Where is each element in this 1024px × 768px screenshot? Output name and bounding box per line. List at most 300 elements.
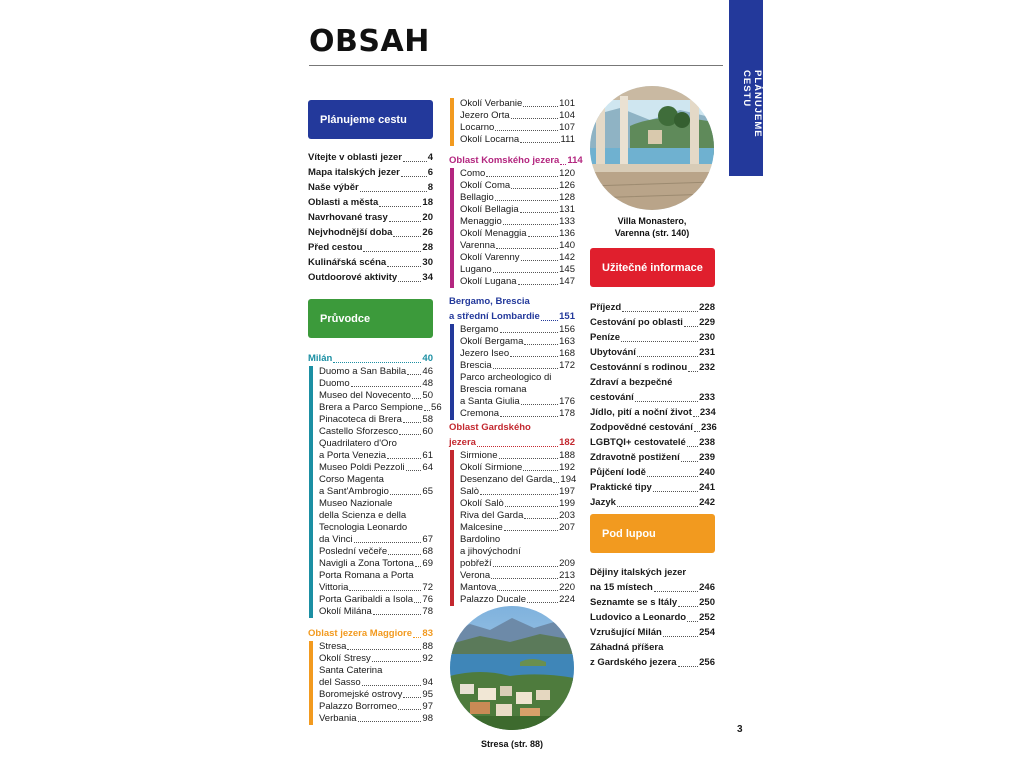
toc-entry-page: 140 — [559, 240, 575, 251]
toc-entry-page: 234 — [699, 407, 716, 418]
leader-dots — [497, 590, 558, 591]
useful-header-label: Užitečné informace — [602, 261, 703, 274]
toc-entry-title: Okolí Coma — [460, 180, 511, 191]
toc-entry-navrhovane-trasy[interactable] — [308, 210, 433, 225]
toc-entry-title: Mapa italských jezer — [308, 167, 400, 178]
leader-dots — [351, 386, 422, 387]
toc-entry-page: 256 — [699, 657, 715, 668]
toc-entry-okoli-lugana[interactable] — [460, 276, 575, 288]
toc-entry-title: Verona — [460, 570, 491, 581]
leader-dots — [504, 530, 558, 531]
leader-dots — [524, 518, 558, 519]
leader-dots — [407, 374, 421, 375]
leader-dots — [499, 458, 559, 459]
leader-dots — [500, 416, 558, 417]
toc-entry-cestovanni-s-rodinou[interactable] — [590, 360, 715, 375]
toc-entry-title: Okolí Sirmione — [460, 462, 523, 473]
leader-dots — [372, 661, 422, 662]
toc-entry-title: Jezero Orta — [460, 110, 510, 121]
toc-entry-brera-a-parco-sempione[interactable] — [319, 402, 442, 414]
toc-entry-title: del Sasso — [319, 677, 361, 688]
toc-entry-title: Dějiny italských jezer — [590, 567, 687, 578]
toc-entry-bardolino-a-jihovychodni-pobrezi[interactable] — [460, 534, 575, 570]
toc-entry-page: 107 — [559, 122, 575, 133]
toc-entry-page: 240 — [699, 467, 715, 478]
leader-dots — [523, 470, 558, 471]
toc-entry-page: 8 — [427, 182, 433, 193]
toc-entry-page: 203 — [559, 510, 575, 521]
leader-dots — [621, 341, 698, 342]
toc-entry-page: 194 — [560, 474, 577, 485]
leader-dots — [678, 606, 698, 607]
toc-entry-page: 254 — [699, 627, 715, 638]
toc-entry-title: Oblasti a města — [308, 197, 379, 208]
toc-entry-navigli-a-zona-tortona[interactable] — [319, 558, 433, 570]
toc-entry-vzrusujici-milan[interactable] — [590, 625, 715, 640]
toc-entry-title: Naše výběr — [308, 182, 359, 193]
toc-entry-title: Milán — [308, 353, 333, 364]
toc-entry-title: Okolí Menaggia — [460, 228, 527, 239]
toc-entry-page: 250 — [699, 597, 715, 608]
plan-header-label: Plánujeme cestu — [320, 113, 407, 126]
garda-section — [449, 420, 575, 606]
focus-header[interactable] — [590, 514, 715, 553]
toc-entry-locarno[interactable] — [460, 122, 575, 134]
toc-entry-okoli-locarna[interactable] — [460, 134, 575, 146]
leader-dots — [393, 236, 421, 237]
leader-dots — [390, 494, 421, 495]
leader-dots — [333, 362, 421, 363]
toc-entry-title: Jezero Iseo — [460, 348, 510, 359]
leader-dots — [678, 666, 699, 667]
toc-entry-porta-garibaldi-a-isola[interactable] — [319, 594, 433, 606]
toc-entry-zdravi-a-bezpecne-cestovani[interactable] — [590, 375, 715, 405]
section-items — [449, 168, 575, 288]
toc-entry-title: Půjčení lodě — [590, 467, 646, 478]
toc-entry-pujceni-lode[interactable] — [590, 465, 715, 480]
toc-entry-title: Palazzo Borromeo — [319, 701, 398, 712]
toc-entry-title: Ubytování — [590, 347, 636, 358]
toc-entry-okoli-milana[interactable] — [319, 606, 433, 618]
toc-entry-title: Navrhované trasy — [308, 212, 388, 223]
toc-entry-zdravotne-postizeni[interactable] — [590, 450, 715, 465]
leader-dots — [647, 476, 698, 477]
stresa-caption: Stresa (str. 88) — [480, 739, 544, 749]
section-items — [449, 450, 575, 606]
toc-entry-cestovani-po-oblasti[interactable] — [590, 315, 715, 330]
toc-entry-page: 26 — [422, 227, 433, 238]
toc-entry-okoli-coma[interactable] — [460, 180, 575, 192]
stresa-photo — [450, 606, 574, 730]
toc-entry-page: 92 — [422, 653, 433, 664]
toc-entry-title: Brescia romana — [460, 384, 527, 395]
toc-entry-mantova[interactable] — [460, 582, 575, 594]
toc-entry-title: a jihovýchodní — [460, 546, 521, 557]
toc-entry-page: 209 — [559, 558, 575, 569]
plan-header[interactable] — [308, 100, 433, 139]
toc-entry-title: Bardolino — [460, 534, 501, 545]
toc-entry-title: Locarno — [460, 122, 495, 133]
toc-entry-title: Okolí Bergama — [460, 336, 524, 347]
verbania-section — [449, 98, 575, 146]
toc-entry-title: Tecnologia Leonardo — [319, 522, 408, 533]
toc-entry-title: Jídlo, pití a noční život — [590, 407, 692, 418]
useful-header[interactable] — [590, 248, 715, 287]
toc-entry-okoli-verbanie[interactable] — [460, 98, 575, 110]
villa-caption: Villa Monastero, Varenna (str. 140) — [614, 216, 690, 238]
toc-entry-title: Quadrilatero d'Oro — [319, 438, 397, 449]
toc-entry-page: 236 — [700, 422, 717, 433]
toc-entry-page: 111 — [560, 134, 575, 145]
toc-entry-okoli-stresy[interactable] — [319, 653, 433, 665]
toc-entry-title: Jazyk — [590, 497, 616, 508]
toc-entry-title: Lugano — [460, 264, 492, 275]
leader-dots — [401, 176, 427, 177]
toc-entry-menaggio[interactable] — [460, 216, 575, 228]
toc-entry-title: Okolí Locarna — [460, 134, 520, 145]
leader-dots — [500, 332, 559, 333]
leader-dots — [398, 281, 421, 282]
section-heading-oblast-komskeho-jezera[interactable] — [449, 153, 583, 168]
leader-dots — [347, 649, 421, 650]
leader-dots — [387, 266, 421, 267]
toc-entry-mapa-italskych-jezer[interactable] — [308, 165, 433, 180]
toc-entry-page: 60 — [422, 426, 433, 437]
leader-dots — [520, 212, 559, 213]
toc-entry-varenna[interactable] — [460, 240, 575, 252]
leader-dots — [510, 356, 558, 357]
toc-entry-seznamte-se-s-italy[interactable] — [590, 595, 715, 610]
toc-entry-page: 182 — [559, 437, 575, 448]
guide-header[interactable] — [308, 299, 433, 338]
toc-entry-page: 83 — [422, 628, 433, 639]
toc-entry-page: 163 — [559, 336, 575, 347]
toc-entry-pred-cestou[interactable] — [308, 240, 433, 255]
toc-entry-title: cestování — [590, 392, 634, 403]
toc-entry-page: 224 — [559, 594, 575, 605]
toc-entry-page: 230 — [699, 332, 715, 343]
leader-dots — [406, 470, 422, 471]
toc-entry-bellagio[interactable] — [460, 192, 575, 204]
toc-entry-vitejte-v-oblasti-jezer[interactable] — [308, 150, 433, 165]
toc-entry-title: Poslední večeře — [319, 546, 388, 557]
leader-dots — [387, 458, 421, 459]
toc-entry-okoli-bellagia[interactable] — [460, 204, 575, 216]
section-items — [449, 324, 575, 420]
toc-entry-title: Outdoorové aktivity — [308, 272, 398, 283]
toc-entry-outdoorove-aktivity[interactable] — [308, 270, 433, 285]
toc-entry-page: 128 — [559, 192, 575, 203]
toc-entry-brescia[interactable] — [460, 360, 575, 372]
leader-dots — [414, 602, 421, 603]
toc-entry-page: 48 — [422, 378, 433, 389]
leader-dots — [663, 636, 698, 637]
section-heading-oblast-jezera-maggiore[interactable] — [308, 626, 433, 641]
toc-entry-title: Vittoria — [319, 582, 349, 593]
toc-entry-title: Zdraví a bezpečné — [590, 377, 673, 388]
toc-entry-museo-poldi-pezzoli[interactable] — [319, 462, 433, 474]
toc-entry-title: Como — [460, 168, 486, 179]
toc-entry-title: Okolí Verbanie — [460, 98, 523, 109]
toc-entry-porta-romana-a-porta-vittoria[interactable] — [319, 570, 433, 594]
toc-entry-title: a Porta Venezia — [319, 450, 387, 461]
toc-entry-prakticke-tipy[interactable] — [590, 480, 715, 495]
toc-entry-page: 65 — [422, 486, 433, 497]
toc-entry-page: 238 — [699, 437, 715, 448]
toc-entry-page: 242 — [699, 497, 715, 508]
toc-entry-title: Pinacoteca di Brera — [319, 414, 402, 425]
leader-dots — [399, 434, 421, 435]
leader-dots — [403, 422, 422, 423]
toc-entry-jezero-orta[interactable] — [460, 110, 575, 122]
toc-entry-page: 120 — [559, 168, 575, 179]
toc-entry-penize[interactable] — [590, 330, 715, 345]
toc-entry-page: 172 — [559, 360, 575, 371]
toc-entry-page: 58 — [422, 414, 433, 425]
leader-dots — [360, 191, 427, 192]
leader-dots — [511, 188, 558, 189]
toc-entry-malcesine[interactable] — [460, 522, 575, 534]
leader-dots — [560, 164, 566, 165]
toc-entry-title: Malcesine — [460, 522, 503, 533]
toc-entry-como[interactable] — [460, 168, 575, 180]
toc-entry-title: Cestování po oblasti — [590, 317, 683, 328]
toc-entry-title: na 15 místech — [590, 582, 653, 593]
leader-dots — [687, 446, 698, 447]
toc-entry-title: da Vinci — [319, 534, 353, 545]
leader-dots — [413, 637, 421, 638]
toc-entry-okoli-varenny[interactable] — [460, 252, 575, 264]
toc-entry-title: pobřeží — [460, 558, 492, 569]
leader-dots — [403, 697, 421, 698]
toc-entry-santa-caterina-del-sasso[interactable] — [319, 665, 433, 689]
toc-entry-page: 34 — [422, 272, 433, 283]
toc-entry-lgbtqi-cestovatele[interactable] — [590, 435, 715, 450]
toc-entry-title: Okolí Salò — [460, 498, 504, 509]
toc-entry-title: Museo del Novecento — [319, 390, 411, 401]
toc-entry-title: Boromejské ostrovy — [319, 689, 403, 700]
toc-entry-boromejske-ostrovy[interactable] — [319, 689, 433, 701]
toc-entry-page: 246 — [699, 582, 715, 593]
toc-entry-page: 72 — [422, 582, 433, 593]
toc-entry-title: Brescia — [460, 360, 492, 371]
leader-dots — [496, 248, 558, 249]
toc-entry-title: z Gardského jezera — [590, 657, 677, 668]
leader-dots — [541, 320, 558, 321]
leader-dots — [388, 554, 421, 555]
toc-entry-title: Vítejte v oblasti jezer — [308, 152, 402, 163]
leader-dots — [398, 709, 421, 710]
toc-entry-title: Menaggio — [460, 216, 502, 227]
toc-entry-jazyk[interactable] — [590, 495, 715, 510]
leader-dots — [415, 566, 422, 567]
toc-entry-title: LGBTQI+ cestovatelé — [590, 437, 686, 448]
toc-entry-page: 98 — [422, 713, 433, 724]
section-heading-oblast-gardskeho-jezera[interactable] — [449, 420, 575, 450]
toc-entry-title: Praktické tipy — [590, 482, 652, 493]
toc-entry-bergamo[interactable] — [460, 324, 575, 336]
toc-entry-page: 231 — [699, 347, 715, 358]
toc-entry-title: Sirmione — [460, 450, 498, 461]
toc-entry-page: 136 — [559, 228, 575, 239]
toc-entry-jidlo-piti-a-nocni-zivot[interactable] — [590, 405, 715, 420]
section-heading-milan[interactable] — [308, 351, 433, 366]
toc-entry-page: 252 — [699, 612, 715, 623]
toc-entry-page: 28 — [422, 242, 433, 253]
toc-entry-kulinarska-scena[interactable] — [308, 255, 433, 270]
toc-entry-oblasti-a-mesta[interactable] — [308, 195, 433, 210]
toc-entry-page: 176 — [559, 396, 575, 407]
leader-dots — [528, 236, 559, 237]
toc-entry-castello-sforzesco[interactable] — [319, 426, 433, 438]
toc-entry-title: Cremona — [460, 408, 500, 419]
page-title: OBSAH — [309, 24, 430, 59]
toc-entry-page: 40 — [422, 353, 433, 364]
toc-entry-page: 199 — [559, 498, 575, 509]
toc-entry-title: Navigli a Zona Tortona — [319, 558, 414, 569]
toc-entry-museo-del-novecento[interactable] — [319, 390, 433, 402]
page-number: 3 — [737, 724, 743, 735]
toc-entry-page: 78 — [422, 606, 433, 617]
toc-entry-title: Duomo a San Babila — [319, 366, 407, 377]
toc-entry-title: Nejvhodnější doba — [308, 227, 393, 238]
toc-entry-page: 178 — [559, 408, 575, 419]
toc-entry-page: 126 — [559, 180, 575, 191]
toc-entry-jezero-iseo[interactable] — [460, 348, 575, 360]
toc-entry-page: 207 — [559, 522, 575, 533]
leader-dots — [480, 494, 558, 495]
focus-header-label: Pod lupou — [602, 527, 656, 540]
title-rule — [309, 65, 723, 66]
plan-list — [308, 150, 433, 285]
toc-entry-okoli-menaggia[interactable] — [460, 228, 575, 240]
toc-entry-parco-archeologico-di-brescia-romana-a-santa-giulia[interactable] — [460, 372, 575, 408]
leader-dots — [486, 176, 558, 177]
toc-entry-title: Verbania — [319, 713, 357, 724]
toc-entry-pinacoteca-di-brera[interactable] — [319, 414, 433, 426]
toc-entry-verbania[interactable] — [319, 713, 433, 725]
toc-entry-nejvhodnejsi-doba[interactable] — [308, 225, 433, 240]
toc-entry-corso-magenta-a-sant-ambrogio[interactable] — [319, 474, 433, 498]
toc-entry-page: 229 — [699, 317, 715, 328]
bergamo-section — [449, 294, 575, 420]
toc-entry-title: Záhadná příšera — [590, 642, 664, 653]
toc-entry-ubytovani[interactable] — [590, 345, 715, 360]
toc-entry-desenzano-del-garda[interactable] — [460, 474, 575, 486]
toc-entry-page: 239 — [699, 452, 715, 463]
toc-entry-page: 97 — [422, 701, 433, 712]
toc-entry-title: Stresa — [319, 641, 347, 652]
toc-entry-title: a Sant'Ambrogio — [319, 486, 389, 497]
leader-dots — [373, 614, 422, 615]
toc-entry-page: 101 — [559, 98, 575, 109]
toc-entry-duomo[interactable] — [319, 378, 433, 390]
toc-entry-stresa[interactable] — [319, 641, 433, 653]
focus-list — [590, 565, 715, 670]
toc-entry-page: 95 — [422, 689, 433, 700]
toc-entry-nase-vyber[interactable] — [308, 180, 433, 195]
toc-entry-title: Porta Garibaldi a Isola — [319, 594, 413, 605]
toc-entry-title: Desenzano del Garda — [460, 474, 553, 485]
toc-entry-title: Seznamte se s Itály — [590, 597, 678, 608]
toc-entry-page: 142 — [559, 252, 575, 263]
leader-dots — [505, 506, 558, 507]
toc-entry-salo[interactable] — [460, 486, 575, 498]
leader-dots — [389, 221, 422, 222]
toc-entry-title: a střední Lombardie — [449, 311, 540, 322]
leader-dots — [520, 142, 559, 143]
toc-entry-page: 69 — [422, 558, 433, 569]
toc-entry-title: della Scienza e della — [319, 510, 407, 521]
toc-entry-page: 188 — [559, 450, 575, 461]
toc-entry-title: Okolí Stresy — [319, 653, 371, 664]
toc-entry-title: Peníze — [590, 332, 621, 343]
toc-entry-zodpovedne-cestovani[interactable] — [590, 420, 715, 435]
toc-entry-quadrilatero-d-oro-a-porta-venezia[interactable] — [319, 438, 433, 462]
toc-entry-palazzo-ducale[interactable] — [460, 594, 575, 606]
toc-entry-dejiny-italskych-jezer-na-15-mistech[interactable] — [590, 565, 715, 595]
section-heading-bergamo-brescia-a-stredni-lombardie[interactable] — [449, 294, 575, 324]
toc-entry-page: 228 — [699, 302, 715, 313]
toc-entry-prijezd[interactable] — [590, 300, 715, 315]
toc-entry-title: Duomo — [319, 378, 350, 389]
toc-entry-page: 168 — [559, 348, 575, 359]
toc-entry-lugano[interactable] — [460, 264, 575, 276]
toc-entry-cremona[interactable] — [460, 408, 575, 420]
toc-entry-posledni-vecere[interactable] — [319, 546, 433, 558]
leader-dots — [518, 284, 559, 285]
toc-entry-title: Bellagio — [460, 192, 494, 203]
toc-entry-page: 192 — [559, 462, 575, 473]
toc-entry-title: Santa Caterina — [319, 665, 383, 676]
maggiore-section — [308, 626, 433, 725]
leader-dots — [354, 542, 422, 543]
toc-entry-verona[interactable] — [460, 570, 575, 582]
toc-entry-title: Kulinářská scéna — [308, 257, 387, 268]
toc-entry-page: 30 — [422, 257, 433, 268]
toc-entry-page: 46 — [422, 366, 433, 377]
toc-entry-palazzo-borromeo[interactable] — [319, 701, 433, 713]
toc-entry-okoli-sirmione[interactable] — [460, 462, 575, 474]
guide-header-label: Průvodce — [320, 312, 371, 325]
toc-entry-page: 220 — [559, 582, 575, 593]
toc-entry-zahadna-prisera-z-gardskeho-jezera[interactable] — [590, 640, 715, 670]
toc-entry-title: Porta Romana a Porta — [319, 570, 414, 581]
toc-entry-title: Cestovánní s rodinou — [590, 362, 688, 373]
toc-entry-title: Okolí Varenny — [460, 252, 520, 263]
toc-entry-duomo-a-san-babila[interactable] — [319, 366, 433, 378]
leader-dots — [349, 590, 421, 591]
toc-entry-ludovico-a-leonardo[interactable] — [590, 610, 715, 625]
leader-dots — [654, 591, 698, 592]
toc-entry-museo-nazionale-della-scienza-e-della-tecnologia-leonardo-da-vinci[interactable] — [319, 498, 433, 546]
toc-entry-okoli-salo[interactable] — [460, 498, 575, 510]
toc-entry-page: 104 — [559, 110, 575, 121]
toc-entry-page: 151 — [559, 311, 575, 322]
section-items — [308, 641, 433, 725]
toc-entry-title: Salò — [460, 486, 480, 497]
toc-entry-title: Bergamo — [460, 324, 499, 335]
toc-entry-riva-del-garda[interactable] — [460, 510, 575, 522]
toc-entry-title: Oblast Komského jezera — [449, 155, 560, 166]
leader-dots — [653, 491, 698, 492]
leader-dots — [694, 431, 700, 432]
toc-entry-sirmione[interactable] — [460, 450, 575, 462]
toc-entry-okoli-bergama[interactable] — [460, 336, 575, 348]
leader-dots — [403, 161, 427, 162]
toc-entry-title: Vzrušující Milán — [590, 627, 662, 638]
toc-entry-page: 67 — [422, 534, 433, 545]
